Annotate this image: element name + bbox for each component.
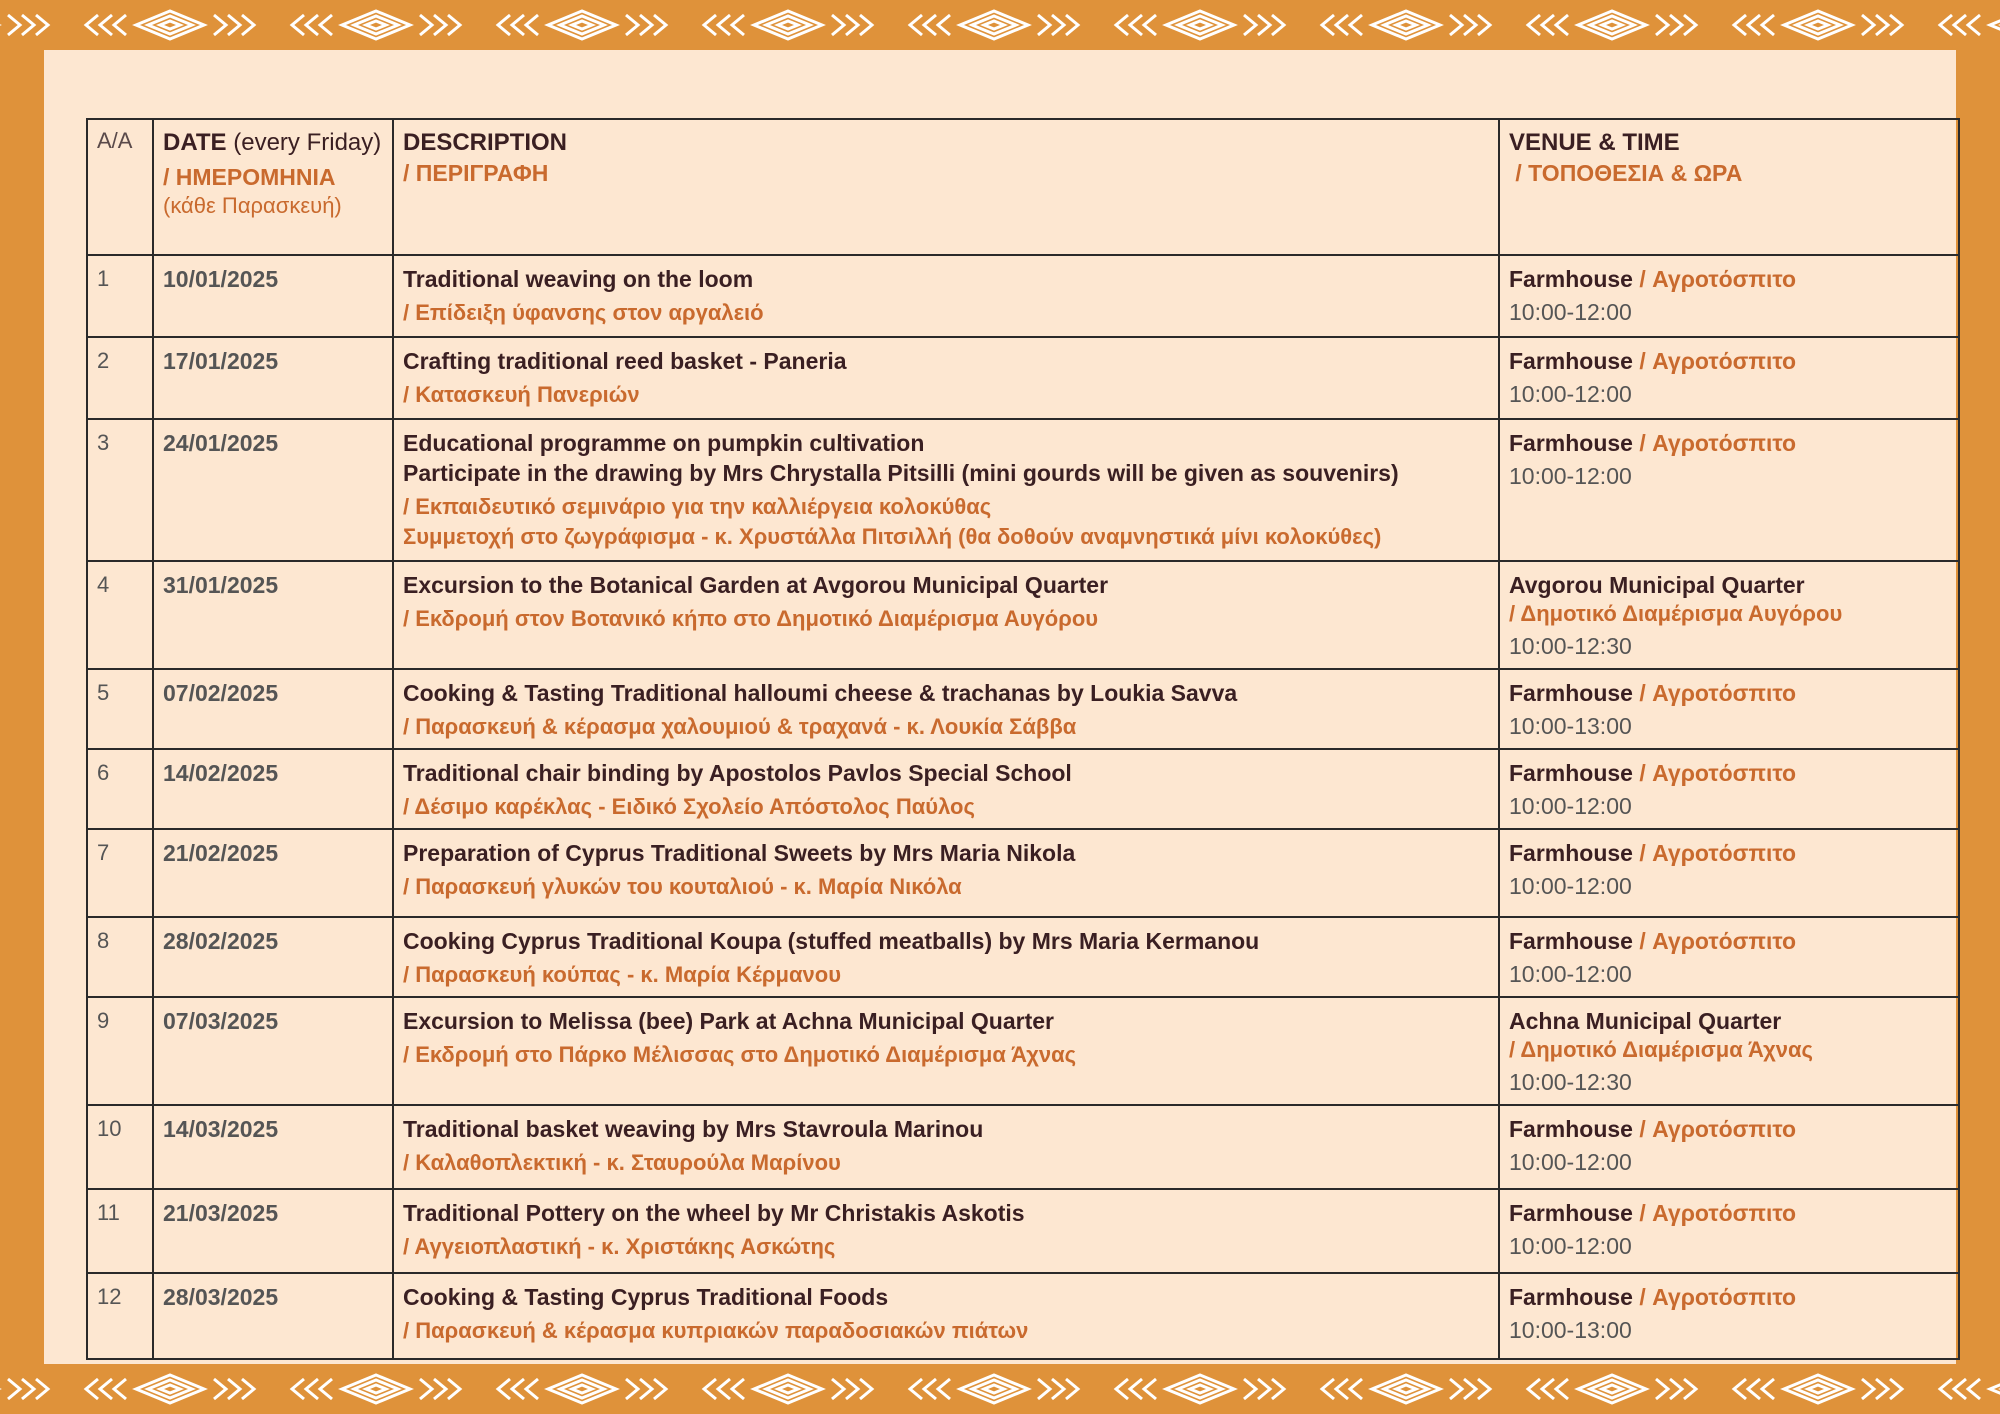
cell-date: [153, 669, 393, 749]
cell-date: [153, 829, 393, 917]
venue-gr: / Αγροτόσπιτο: [1639, 840, 1797, 866]
row-number: 5: [97, 680, 110, 705]
cell-description: [393, 1189, 1499, 1273]
table-row: [87, 1273, 1959, 1359]
diamond-motif: [1528, 1375, 1696, 1403]
row-number: 9: [97, 1008, 110, 1033]
decorative-border-bottom: [0, 1364, 2000, 1414]
diamond-motif: [1322, 1375, 1490, 1403]
row-number: 12: [97, 1284, 122, 1309]
venue-time: 10:00-12:30: [1509, 1069, 1632, 1095]
diamond-motif: [1116, 1375, 1284, 1403]
venue-time: 10:00-12:30: [1509, 633, 1632, 659]
cell-number: [87, 917, 153, 997]
venue-gr: / Αγροτόσπιτο: [1639, 266, 1797, 292]
venue-line: [1509, 838, 1949, 868]
description-en: Excursion to the Botanical Garden at Avgorou Municipal Quarter: [403, 572, 1109, 598]
row-date: 21/02/2025: [163, 840, 279, 866]
cell-date: [153, 917, 393, 997]
diamond-pattern-top: [0, 0, 2000, 50]
cell-number: [87, 419, 153, 561]
row-date: 31/01/2025: [163, 572, 279, 598]
table-row: [87, 255, 1959, 337]
diamond-motif: [1322, 11, 1490, 39]
cell-number: [87, 749, 153, 829]
cell-venue: [1499, 669, 1959, 749]
cell-number: [87, 561, 153, 669]
table-row: [87, 997, 1959, 1105]
venue-en: Achna Municipal Quarter: [1509, 1008, 1782, 1034]
cell-description: [393, 917, 1499, 997]
cell-date: [153, 1273, 393, 1359]
header-venue-en: VENUE & TIME: [1509, 129, 1680, 156]
description-en: Cooking & Tasting Cyprus Traditional Foods: [403, 1284, 889, 1310]
cell-description: [393, 1105, 1499, 1189]
venue-en: Farmhouse: [1509, 430, 1633, 456]
cell-date: [153, 337, 393, 419]
description-en: Traditional basket weaving by Mrs Stavroula Marinou: [403, 1116, 984, 1142]
diamond-motif: [498, 1375, 666, 1403]
table-row: [87, 917, 1959, 997]
diamond-motif: [1734, 1375, 1902, 1403]
cell-venue: [1499, 561, 1959, 669]
cell-venue: [1499, 1189, 1959, 1273]
header-date-en: [163, 128, 383, 158]
cell-number: [87, 1105, 153, 1189]
cell-date: [153, 255, 393, 337]
cell-venue: [1499, 1273, 1959, 1359]
description-en: Excursion to Melissa (bee) Park at Achna Municipal Quarter: [403, 1008, 1054, 1034]
diamond-motif: [292, 1375, 460, 1403]
cell-date: [153, 561, 393, 669]
venue-gr: / Αγροτόσπιτο: [1639, 348, 1797, 374]
description-en: Cooking Cyprus Traditional Koupa (stuffed meatballs) by Mrs Maria Kermanou: [403, 928, 1260, 954]
description-gr: / Εκδρομή στο Πάρκο Μέλισσας στο Δημοτικό Διαμέρισμα Άχνας: [403, 1042, 1077, 1067]
header-date-gr-light: (κάθε Παρασκευή): [163, 193, 342, 218]
table-row: [87, 669, 1959, 749]
header-aa: [87, 119, 153, 255]
cell-venue: [1499, 749, 1959, 829]
header-description: [393, 119, 1499, 255]
row-date: 28/02/2025: [163, 928, 279, 954]
header-aa-label: A/A: [97, 128, 133, 153]
venue-time: 10:00-12:00: [1509, 381, 1632, 407]
venue-time: 10:00-12:00: [1509, 463, 1632, 489]
description-gr: / Παρασκευή & κέρασμα κυπριακών παραδοσιακών πιάτων: [403, 1318, 1029, 1343]
schedule-panel: [44, 50, 1956, 1364]
row-number: 3: [97, 430, 110, 455]
row-date: 17/01/2025: [163, 348, 279, 374]
header-date-en-bold: DATE: [163, 129, 227, 156]
header-venue: [1499, 119, 1959, 255]
diamond-motif: [704, 1375, 872, 1403]
cell-description: [393, 561, 1499, 669]
description-gr: / Καλαθοπλεκτική - κ. Σταυρούλα Μαρίνου: [403, 1150, 841, 1175]
row-date: 24/01/2025: [163, 430, 279, 456]
diamond-motif: [86, 1375, 254, 1403]
venue-line: [1509, 1114, 1949, 1144]
row-date: 28/03/2025: [163, 1284, 279, 1310]
table-row: [87, 1189, 1959, 1273]
venue-en: Farmhouse: [1509, 680, 1633, 706]
venue-line: [1509, 1282, 1949, 1312]
venue-gr: / Αγροτόσπιτο: [1639, 760, 1797, 786]
description-en: Traditional Pottery on the wheel by Mr Christakis Askotis: [403, 1200, 1025, 1226]
row-number: 7: [97, 840, 110, 865]
cell-number: [87, 255, 153, 337]
table-row: [87, 1105, 1959, 1189]
venue-gr: / Αγροτόσπιτο: [1639, 430, 1797, 456]
cell-date: [153, 419, 393, 561]
diamond-motif: [1116, 11, 1284, 39]
diamond-motif: [292, 11, 460, 39]
schedule-table: [86, 118, 1960, 1360]
decorative-border-top: [0, 0, 2000, 50]
cell-number: [87, 669, 153, 749]
description-en: Traditional weaving on the loom: [403, 266, 754, 292]
description-gr: Συμμετοχή στο ζωγράφισμα - κ. Χρυστάλλα Πιτσιλλή (θα δοθούν αναμνηστικά μίνι κολοκύθες): [403, 524, 1382, 549]
table-row: [87, 749, 1959, 829]
venue-time: 10:00-12:00: [1509, 1233, 1632, 1259]
description-gr: / Παρασκευή & κέρασμα χαλουμιού & τραχανά - κ. Λουκία Σάββα: [403, 714, 1077, 739]
description-gr: / Παρασκευή κούπας - κ. Μαρία Κέρμανου: [403, 962, 842, 987]
description-en: Educational programme on pumpkin cultivation: [403, 430, 925, 456]
diamond-motif: [1940, 11, 2000, 39]
header-date-en-light: (every Friday): [226, 129, 382, 156]
cell-number: [87, 337, 153, 419]
description-gr: / Παρασκευή γλυκών του κουταλιού - κ. Μαρία Νικόλα: [403, 874, 962, 899]
cell-description: [393, 749, 1499, 829]
cell-number: [87, 1189, 153, 1273]
row-date: 21/03/2025: [163, 1200, 279, 1226]
cell-description: [393, 829, 1499, 917]
cell-venue: [1499, 337, 1959, 419]
venue-en: Avgorou Municipal Quarter: [1509, 572, 1805, 598]
cell-venue: [1499, 1105, 1959, 1189]
venue-time: 10:00-12:00: [1509, 299, 1632, 325]
header-venue-gr: / ΤΟΠΟΘΕΣΙΑ & ΩΡΑ: [1509, 160, 1743, 186]
venue-line: [1509, 1198, 1949, 1228]
description-gr: / Δέσιμο καρέκλας - Ειδικό Σχολείο Απόστολος Παύλος: [403, 794, 975, 819]
header-desc-en: DESCRIPTION: [403, 129, 568, 156]
table-row: [87, 561, 1959, 669]
description-en: Cooking & Tasting Traditional halloumi cheese & trachanas by Loukia Savva: [403, 680, 1238, 706]
venue-line: [1509, 678, 1949, 708]
cell-description: [393, 419, 1499, 561]
description-gr: / Εκπαιδευτικό σεμινάριο για την καλλιέργεια κολοκύθας: [403, 494, 992, 519]
venue-gr: / Αγροτόσπιτο: [1639, 1284, 1797, 1310]
venue-gr: / Αγροτόσπιτο: [1639, 1116, 1797, 1142]
description-gr: / Αγγειοπλαστική - κ. Χριστάκης Ασκώτης: [403, 1234, 836, 1259]
diamond-motif: [0, 11, 48, 39]
row-number: 1: [97, 266, 110, 291]
cell-venue: [1499, 829, 1959, 917]
diamond-motif: [704, 11, 872, 39]
row-date: 07/03/2025: [163, 1008, 279, 1034]
row-number: 2: [97, 348, 110, 373]
venue-en: Farmhouse: [1509, 928, 1633, 954]
cell-description: [393, 669, 1499, 749]
diamond-motif: [1528, 11, 1696, 39]
schedule-rows: [87, 255, 1959, 1359]
venue-gr: / Δημοτικό Διαμέρισμα Άχνας: [1509, 1037, 1813, 1062]
venue-en: Farmhouse: [1509, 1284, 1633, 1310]
venue-gr: / Αγροτόσπιτο: [1639, 680, 1797, 706]
diamond-motif: [910, 11, 1078, 39]
venue-gr: / Δημοτικό Διαμέρισμα Αυγόρου: [1509, 601, 1843, 626]
cell-venue: [1499, 419, 1959, 561]
diamond-motif: [910, 1375, 1078, 1403]
venue-en: Farmhouse: [1509, 266, 1633, 292]
venue-gr: / Αγροτόσπιτο: [1639, 1200, 1797, 1226]
cell-description: [393, 1273, 1499, 1359]
row-date: 14/02/2025: [163, 760, 279, 786]
venue-time: 10:00-13:00: [1509, 1317, 1632, 1343]
header-date-gr: / ΗΜΕΡΟΜΗΝΙΑ: [163, 164, 336, 190]
cell-venue: [1499, 917, 1959, 997]
row-date: 10/01/2025: [163, 266, 279, 292]
description-en: Crafting traditional reed basket - Paneria: [403, 348, 847, 374]
cell-number: [87, 1273, 153, 1359]
venue-en: Farmhouse: [1509, 1200, 1633, 1226]
row-number: 4: [97, 572, 110, 597]
row-number: 11: [97, 1200, 120, 1225]
header-date: [153, 119, 393, 255]
venue-en: Farmhouse: [1509, 348, 1633, 374]
venue-en: Farmhouse: [1509, 1116, 1633, 1142]
row-date: 07/02/2025: [163, 680, 279, 706]
venue-gr: / Αγροτόσπιτο: [1639, 928, 1797, 954]
header-desc-gr: / ΠΕΡΙΓΡΑΦΗ: [403, 160, 549, 186]
cell-description: [393, 997, 1499, 1105]
description-en: Participate in the drawing by Mrs Chrystalla Pitsilli (mini gourds will be given as souvenirs): [403, 460, 1399, 486]
description-gr: / Επίδειξη ύφανσης στον αργαλειό: [403, 300, 764, 325]
diamond-motif: [498, 11, 666, 39]
cell-date: [153, 1189, 393, 1273]
cell-description: [393, 255, 1499, 337]
row-number: 6: [97, 760, 110, 785]
venue-time: 10:00-12:00: [1509, 961, 1632, 987]
venue-en: Farmhouse: [1509, 840, 1633, 866]
venue-time: 10:00-12:00: [1509, 1149, 1632, 1175]
diamond-pattern-bottom: [0, 1364, 2000, 1414]
venue-time: 10:00-12:00: [1509, 873, 1632, 899]
venue-line: [1509, 758, 1949, 788]
cell-venue: [1499, 255, 1959, 337]
table-row: [87, 829, 1959, 917]
diamond-motif: [1940, 1375, 2000, 1403]
description-gr: / Κατασκευή Πανεριών: [403, 382, 640, 407]
diamond-motif: [1734, 11, 1902, 39]
table-header-row: [87, 119, 1959, 255]
cell-number: [87, 829, 153, 917]
venue-time: 10:00-12:00: [1509, 793, 1632, 819]
venue-time: 10:00-13:00: [1509, 713, 1632, 739]
diamond-motif: [0, 1375, 48, 1403]
description-gr: / Εκδρομή στον Βοτανικό κήπο στο Δημοτικό Διαμέρισμα Αυγόρου: [403, 606, 1099, 631]
cell-number: [87, 997, 153, 1105]
diamond-motif: [86, 11, 254, 39]
description-en: Preparation of Cyprus Traditional Sweets by Mrs Maria Nikola: [403, 840, 1076, 866]
row-number: 10: [97, 1116, 122, 1141]
cell-date: [153, 1105, 393, 1189]
venue-line: [1509, 346, 1949, 376]
venue-line: [1509, 428, 1949, 458]
row-number: 8: [97, 928, 110, 953]
venue-line: [1509, 264, 1949, 294]
cell-date: [153, 997, 393, 1105]
row-date: 14/03/2025: [163, 1116, 279, 1142]
cell-description: [393, 337, 1499, 419]
table-row: [87, 419, 1959, 561]
venue-line: [1509, 926, 1949, 956]
venue-en: Farmhouse: [1509, 760, 1633, 786]
cell-date: [153, 749, 393, 829]
description-en: Traditional chair binding by Apostolos Pavlos Special School: [403, 760, 1072, 786]
cell-venue: [1499, 997, 1959, 1105]
table-row: [87, 337, 1959, 419]
